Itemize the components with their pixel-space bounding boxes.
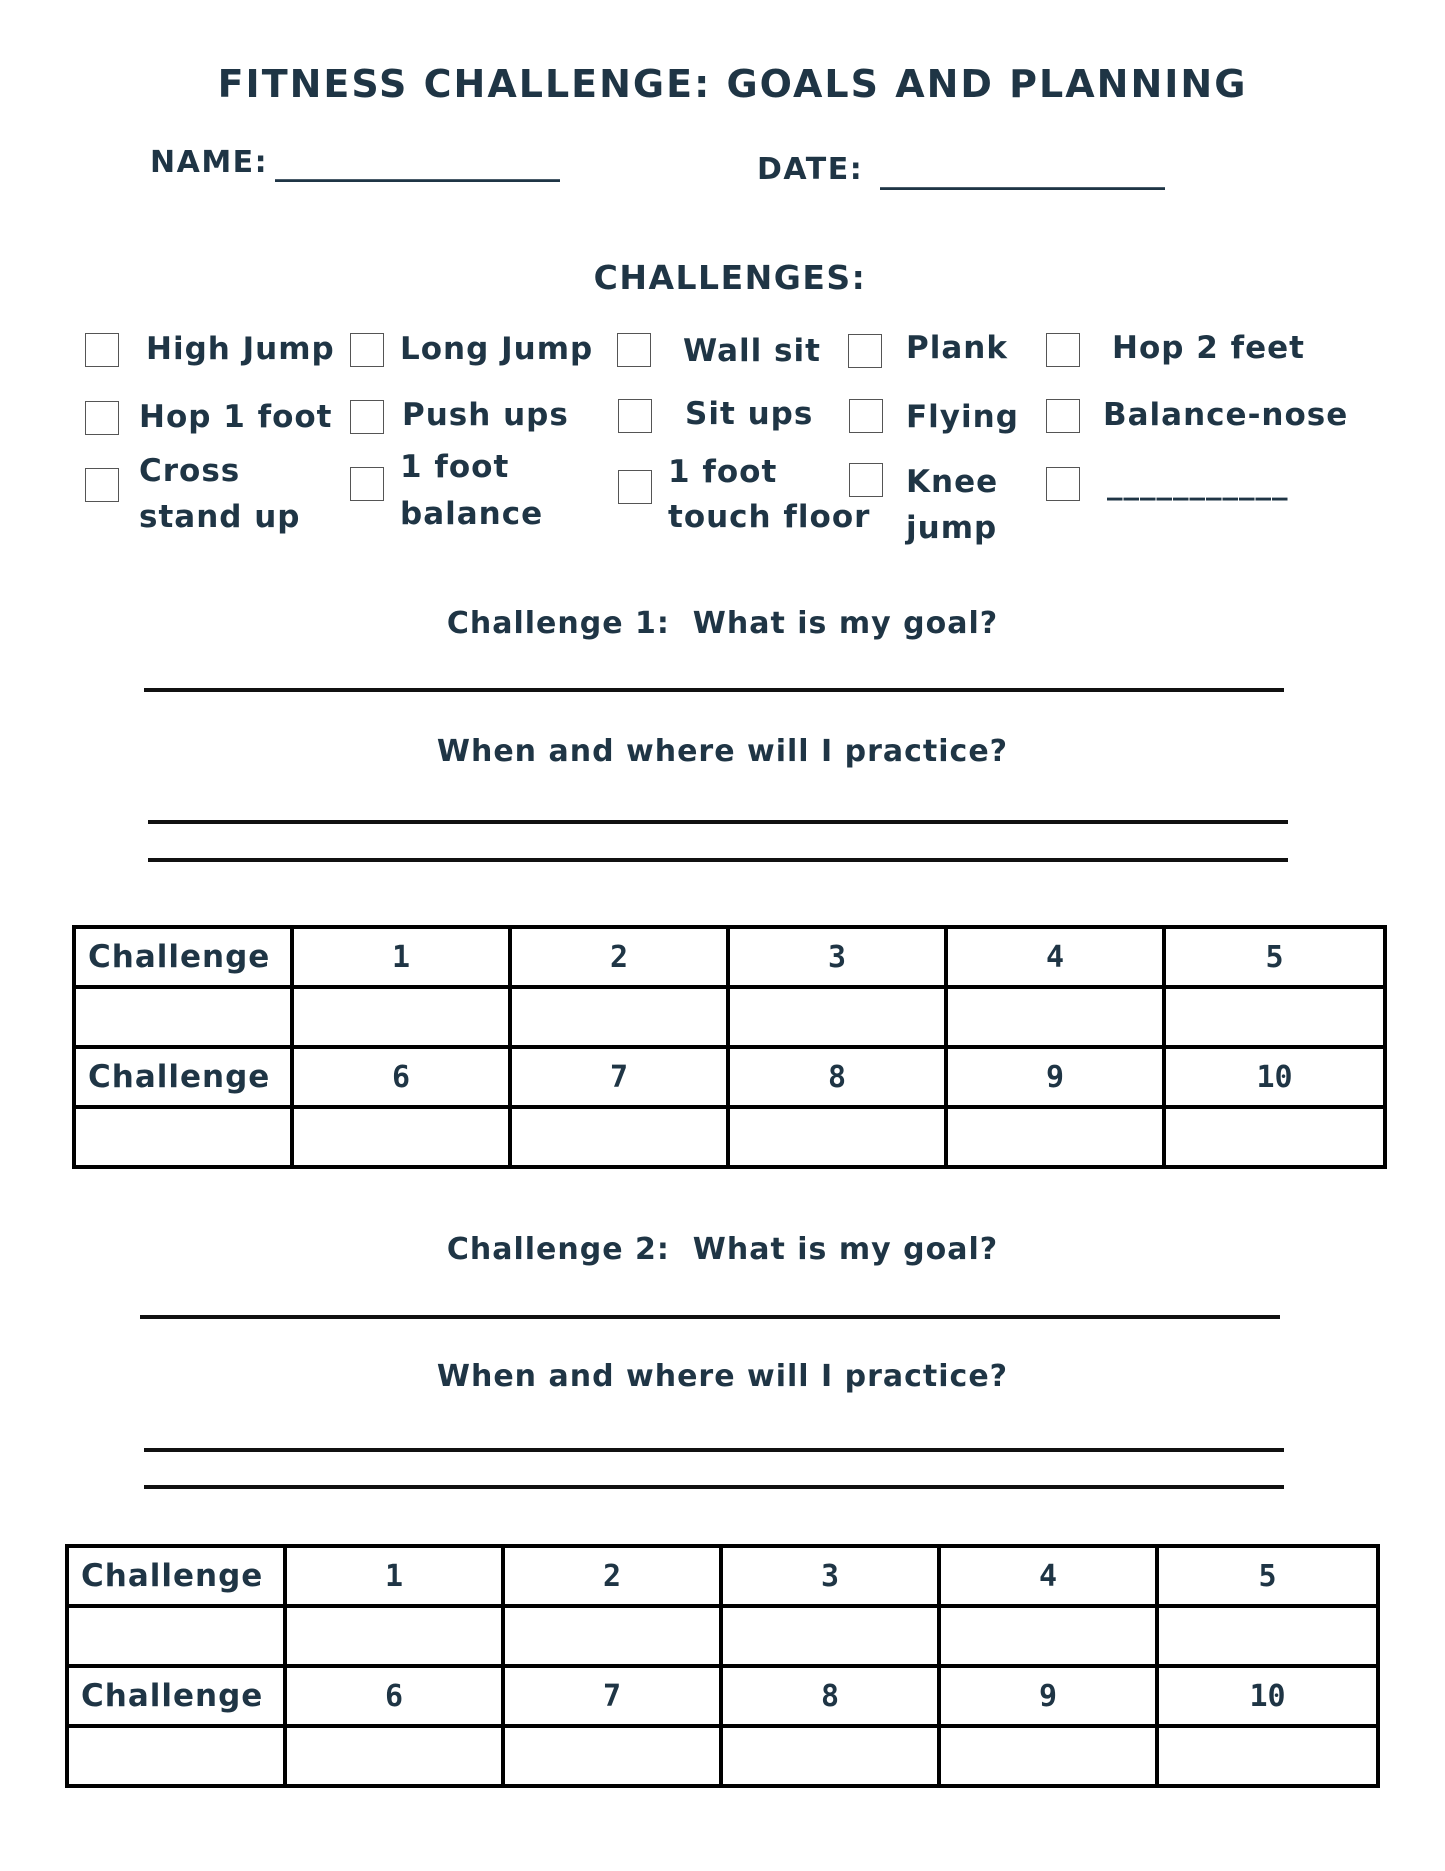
entry-cell[interactable]	[503, 1606, 721, 1666]
checkbox-sit-ups[interactable]	[618, 399, 652, 433]
day-header: 8	[728, 1047, 946, 1107]
date-label: DATE:	[757, 152, 864, 187]
entry-cell[interactable]	[721, 1606, 939, 1666]
checkbox-custom-challenge[interactable]	[1046, 467, 1080, 501]
entry-cell[interactable]	[946, 987, 1164, 1047]
checkbox-1-foot-balance[interactable]	[350, 467, 384, 501]
name-label: NAME:	[150, 145, 269, 180]
name-field[interactable]: ___________________	[275, 148, 560, 183]
label-long-jump: Long Jump	[400, 331, 594, 367]
page-title: FITNESS CHALLENGE: GOALS AND PLANNING	[217, 62, 1248, 106]
day-header: 1	[285, 1546, 503, 1606]
day-header: 9	[939, 1666, 1157, 1726]
label-flying: Flying	[906, 399, 1019, 435]
day-header: 5	[1164, 927, 1385, 987]
label-high-jump: High Jump	[146, 331, 335, 367]
checkbox-wall-sit[interactable]	[617, 333, 651, 367]
checkbox-hop-2-feet[interactable]	[1046, 333, 1080, 367]
row-label: Challenge	[74, 1047, 292, 1107]
checkbox-hop-1-foot[interactable]	[85, 401, 119, 435]
entry-cell[interactable]	[939, 1726, 1157, 1786]
table-row	[74, 1047, 1385, 1107]
day-header: 6	[292, 1047, 510, 1107]
entry-cell[interactable]	[1164, 987, 1385, 1047]
row-label: Challenge	[67, 1546, 285, 1606]
day-header: 4	[939, 1546, 1157, 1606]
checkbox-balance-nose[interactable]	[1046, 399, 1080, 433]
table-row	[74, 927, 1385, 987]
entry-cell[interactable]	[67, 1726, 285, 1786]
entry-cell[interactable]	[285, 1726, 503, 1786]
challenge-1-practice-question: When and where will I practice?	[436, 734, 1009, 769]
label-wall-sit: Wall sit	[683, 333, 821, 369]
day-header: 9	[946, 1047, 1164, 1107]
day-header: 3	[728, 927, 946, 987]
day-header: 2	[510, 927, 728, 987]
day-header: 4	[946, 927, 1164, 987]
label-1-foot-touch-floor-line2: touch floor	[668, 499, 871, 535]
label-1-foot-balance-line2: balance	[400, 496, 544, 532]
checkbox-high-jump[interactable]	[85, 333, 119, 367]
day-header: 2	[503, 1546, 721, 1606]
checkbox-cross-stand-up[interactable]	[85, 468, 119, 502]
label-balance-nose: Balance-nose	[1103, 397, 1349, 433]
day-header: 8	[721, 1666, 939, 1726]
entry-cell[interactable]	[510, 1107, 728, 1167]
entry-cell[interactable]	[503, 1726, 721, 1786]
day-header: 7	[503, 1666, 721, 1726]
label-plank: Plank	[906, 330, 1008, 366]
entry-cell[interactable]	[939, 1606, 1157, 1666]
day-header: 7	[510, 1047, 728, 1107]
row-label: Challenge	[74, 927, 292, 987]
label-sit-ups: Sit ups	[685, 396, 814, 432]
entry-cell[interactable]	[728, 1107, 946, 1167]
day-header: 5	[1157, 1546, 1378, 1606]
label-hop-2-feet: Hop 2 feet	[1112, 330, 1305, 366]
table-row	[67, 1546, 1378, 1606]
date-field[interactable]: ___________________	[880, 156, 1165, 191]
checkbox-plank[interactable]	[848, 334, 882, 368]
entry-cell[interactable]	[285, 1606, 503, 1666]
entry-cell[interactable]	[1164, 1107, 1385, 1167]
checkbox-flying[interactable]	[849, 399, 883, 433]
day-header: 10	[1164, 1047, 1385, 1107]
challenges-heading: CHALLENGES:	[593, 258, 867, 297]
label-1-foot-balance-line1: 1 foot	[400, 449, 510, 485]
challenge-2-goal-question: Challenge 2: What is my goal?	[446, 1232, 999, 1267]
label-1-foot-touch-floor-line1: 1 foot	[668, 454, 778, 490]
challenge-2-practice-line-1[interactable]	[144, 1448, 1284, 1452]
row-label: Challenge	[67, 1666, 285, 1726]
day-header: 1	[292, 927, 510, 987]
challenge-1-practice-line-1[interactable]	[148, 820, 1288, 824]
checkbox-1-foot-touch-floor[interactable]	[618, 470, 652, 504]
label-cross-stand-up-line2: stand up	[139, 499, 301, 535]
challenge-1-goal-question: Challenge 1: What is my goal?	[446, 606, 999, 641]
entry-cell[interactable]	[74, 987, 292, 1047]
entry-cell[interactable]	[721, 1726, 939, 1786]
challenge-1-practice-line-2[interactable]	[148, 858, 1288, 862]
challenge-2-practice-line-2[interactable]	[144, 1485, 1284, 1489]
day-header: 10	[1157, 1666, 1378, 1726]
table-row	[67, 1606, 1378, 1666]
checkbox-long-jump[interactable]	[350, 333, 384, 367]
entry-cell[interactable]	[74, 1107, 292, 1167]
custom-challenge-blank[interactable]: ___________	[1107, 465, 1289, 501]
entry-cell[interactable]	[67, 1606, 285, 1666]
label-knee-jump-line2: jump	[906, 510, 998, 546]
challenge-2-tracker-table	[65, 1544, 1380, 1788]
table-row	[74, 1107, 1385, 1167]
table-row	[74, 987, 1385, 1047]
challenge-2-goal-line[interactable]	[140, 1315, 1280, 1319]
entry-cell[interactable]	[1157, 1726, 1378, 1786]
entry-cell[interactable]	[292, 987, 510, 1047]
label-push-ups: Push ups	[402, 397, 569, 433]
table-row	[67, 1726, 1378, 1786]
label-cross-stand-up-line1: Cross	[139, 453, 241, 489]
entry-cell[interactable]	[510, 987, 728, 1047]
day-header: 6	[285, 1666, 503, 1726]
label-knee-jump-line1: Knee	[906, 464, 999, 500]
entry-cell[interactable]	[1157, 1606, 1378, 1666]
checkbox-knee-jump[interactable]	[849, 463, 883, 497]
table-row	[67, 1666, 1378, 1726]
challenge-2-practice-question: When and where will I practice?	[436, 1359, 1009, 1394]
entry-cell[interactable]	[728, 987, 946, 1047]
label-hop-1-foot: Hop 1 foot	[139, 399, 333, 435]
entry-cell[interactable]	[946, 1107, 1164, 1167]
checkbox-push-ups[interactable]	[350, 400, 384, 434]
challenge-1-tracker-table	[72, 925, 1387, 1169]
day-header: 3	[721, 1546, 939, 1606]
challenge-1-goal-line[interactable]	[144, 688, 1284, 692]
entry-cell[interactable]	[292, 1107, 510, 1167]
